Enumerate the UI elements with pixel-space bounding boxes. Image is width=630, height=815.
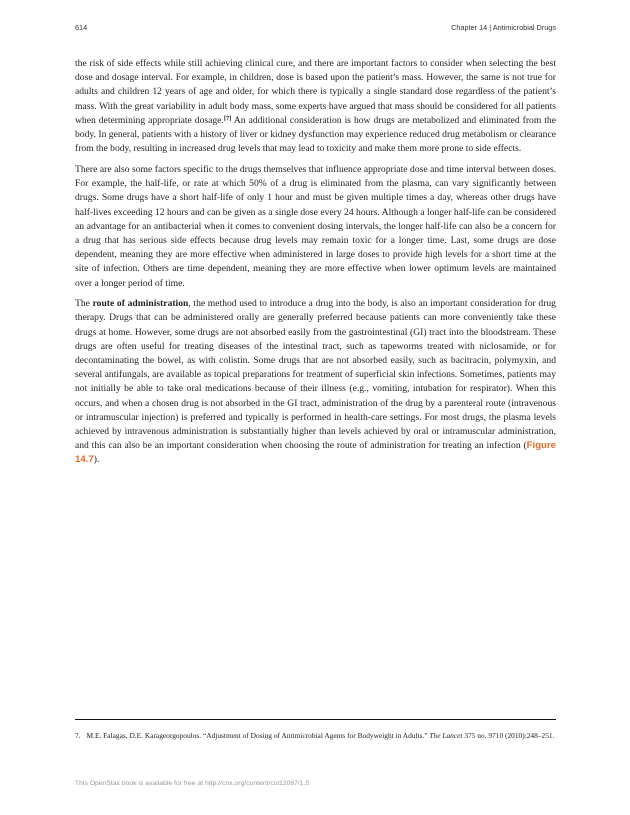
main-content [75,57,556,474]
paragraph-text: The [75,298,93,310]
paragraph-text: ). [93,454,100,466]
paragraph-dosing [75,57,556,156]
paragraph-text: An additional consideration is how drugs are metabolized and eliminated from the body. In general, patients with a history of liver or kidney dysfunction may experience reduced drug metabolism or clearance from the body, resulting in increased drug levels that may lead to toxicity and make them more prone to side effects. [75,114,556,155]
paragraph-text: , the method used to introduce a drug into the body, is also an important consideration for drug therapy. Drugs that can be administered orally are generally preferred because patients can more conveniently take these drugs at home. However, some drugs are not absorbed easily from the gastrointestinal (GI) tract into the bloodstream. These drugs are often useful for treating diseases of the intestinal tract, such as tapeworms treated with niclosamide, or for decontaminating the bowel, as with colistin. Some drugs that are not absorbed easily, such as bacitracin, polymyxin, and several antifungals, are available as topical preparations for treatment of superficial skin infections. Sometimes, patients may not initially be able to take oral medications because of their illness (e.g., vomiting, intubation for respirator). When this occurs, and when a chosen drug is not absorbed in the GI tract, administration of the drug by a parenteral route (intravenous or intramuscular injection) is preferred and typically is performed in health-care settings. For most drugs, the plasma levels achieved by intravenous administration is substantially higher than levels achieved by oral or intramuscular administration, and this can also be an important consideration when choosing the route of administration for treating an infection ( [75,298,556,452]
page-number: 614 [75,23,88,32]
footnote-text: 375 no. 9710 (2010):248–251. [462,731,555,740]
paragraph-half-life [75,163,556,291]
journal-title: The Lancet [429,731,463,740]
footnote-text: M.E. Falagas, D.E. Karageorgopoulos. “Adjustment of Dosing of Antimicrobial Agents for Bodyweight in Adults.” [86,731,430,740]
footnote [75,729,556,744]
paragraph-text: There are also some factors specific to the drugs themselves that influence appropriate dose and time interval between doses. For example, the half-life, or rate at which 50% of a drug is eliminated from the plasma, can vary significantly between drugs. Some drugs have a short half-life of only 1 hour and must be given multiple times a day, whereas other drugs have half-lives exceeding 12 hours and can be given as a single dose every 24 hours. Although a longer half-life can be considered an advantage for an antibacterial when it comes to convenient dosing intervals, the longer half-life can also be a concern for a drug that has serious side effects because drug levels may remain toxic for a longer time. Last, some drugs are dose dependent, meaning they are more effective when administered in large doses to provide high levels for a short time at the site of infection. Others are time dependent, meaning they are more effective when lower optimum levels are maintained over a longer period of time. [75,163,556,289]
footnote-reference[interactable]: [7] [223,114,232,122]
figure-link[interactable]: Figure 14.7 [75,440,556,466]
chapter-title: Chapter 14 | Antimicrobial Drugs [451,23,556,32]
paragraph-route [75,297,556,467]
paragraph-text: the risk of side effects while still achieving clinical cure, and there are important factors to consider when selecting the best dose and dosage interval. For example, in children, dose is based upon the patient’s mass. However, the same is not true for adults and children 12 years of age and older, for which there is typically a single standard dose regardless of the patient’s mass. With the great variability in adult body mass, some experts have argued that mass should be considered for all patients when determining appropriate dosage. [75,58,556,126]
footnote-divider [75,719,556,720]
page-footer: This OpenStax book is available for free at http://cnx.org/content/col12087/1.5 [75,780,310,787]
page-header [75,23,556,32]
key-term: route of administration [92,298,189,310]
footnote-number: 7. [75,731,81,740]
